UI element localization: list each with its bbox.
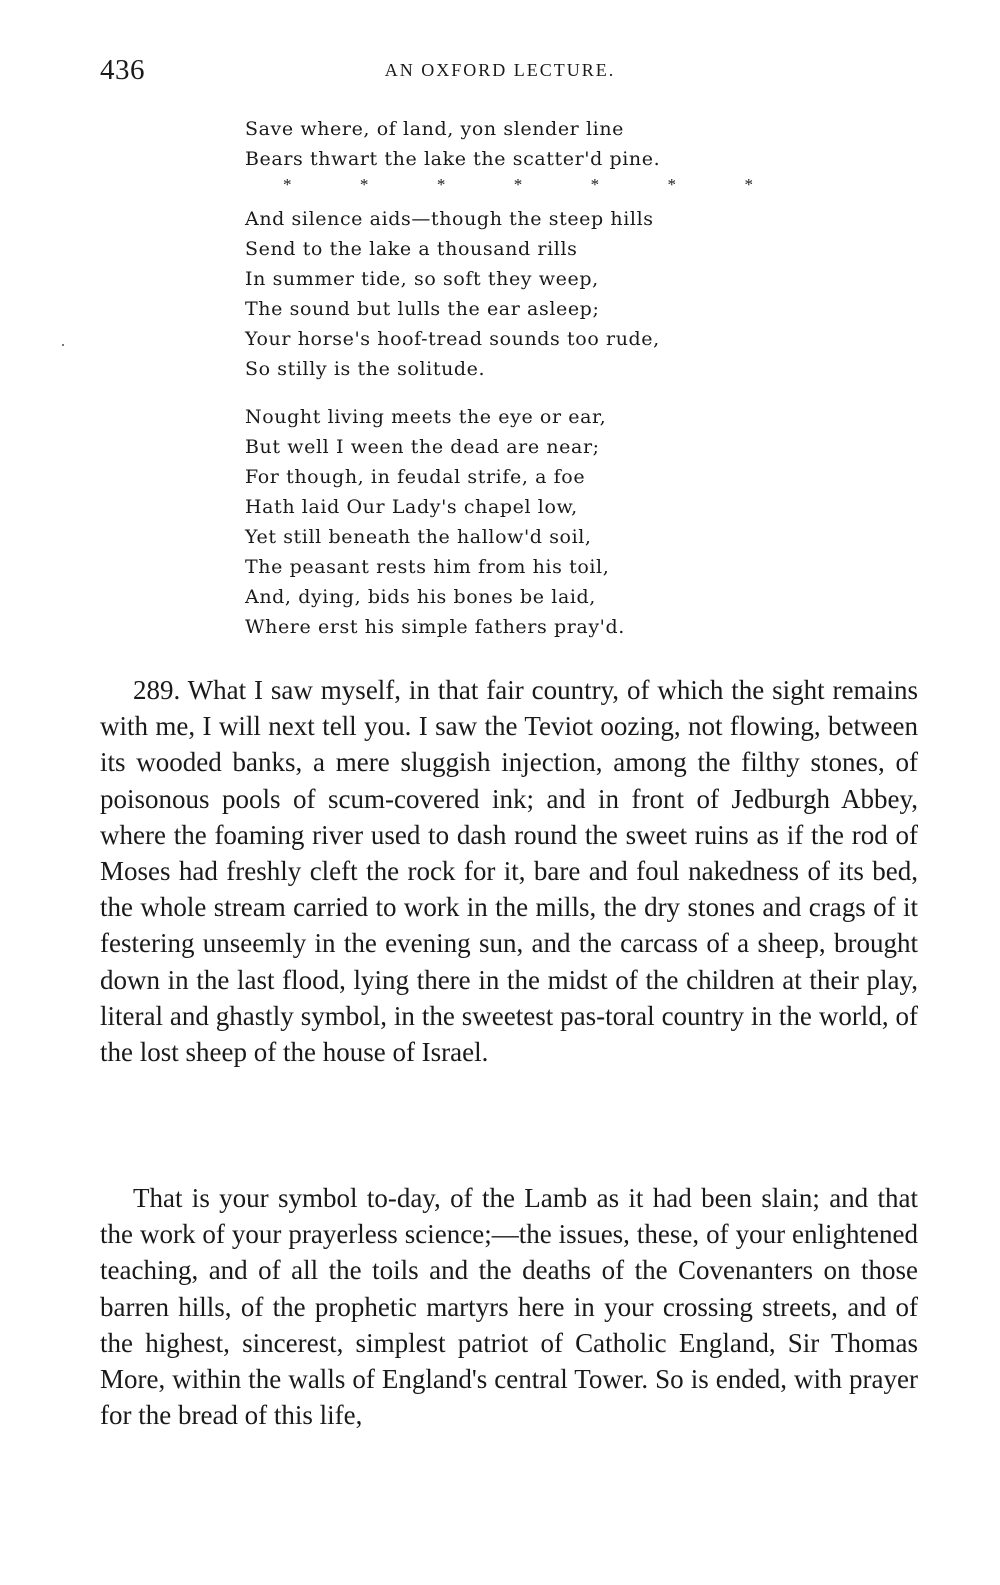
poem-line: And, dying, bids his bones be laid, — [245, 586, 596, 608]
poem-line: Where erst his simple fathers pray'd. — [245, 616, 625, 638]
poem-stanza-3 — [245, 402, 625, 642]
poem-line: For though, in feudal strife, a foe — [245, 466, 586, 488]
asterisk-ornament — [283, 175, 753, 195]
poem-line: Nought living meets the eye or ear, — [245, 406, 607, 428]
poem-stanza-2 — [245, 204, 660, 384]
poem-line: Send to the lake a thousand rills — [245, 238, 578, 260]
asterisk: * — [359, 175, 369, 194]
poem-line: So stilly is the solitude. — [245, 358, 486, 380]
poem-line: Save where, of land, yon slender line — [245, 118, 625, 140]
asterisk: * — [283, 175, 292, 194]
poem-line: In summer tide, so soft they weep, — [245, 268, 599, 290]
poem-line: Bears thwart the lake the scatter'd pine. — [245, 148, 661, 170]
poem-line: Your horse's hoof-tread sounds too rude, — [245, 328, 660, 350]
body-paragraph-symbol: That is your symbol to-day, of the Lamb as it had been slain; and that the work of your prayerless science;—the issues, these, of your enlightened teaching, and of all the toils and the deaths of the Covenanters on those barren hills, of the prophetic martyrs here in your crossing streets, and of the highest, sincerest, simplest patriot of Catholic England, Sir Thomas More, within the walls of England's central Tower. So is ended, with prayer for the bread of this life, — [100, 1183, 918, 1431]
asterisk: * — [590, 175, 600, 194]
poem-line: Yet still beneath the hallow'd soil, — [245, 526, 592, 548]
poem-line: The peasant rests him from his toil, — [245, 556, 610, 578]
asterisk: * — [667, 175, 677, 194]
poem-stanza-1 — [245, 114, 660, 174]
poem-line: But well I ween the dead are near; — [245, 436, 600, 458]
running-head: AN OXFORD LECTURE. — [384, 60, 616, 80]
asterisk: * — [513, 175, 523, 194]
poem-line: Hath laid Our Lady's chapel low, — [245, 496, 578, 518]
page-number: 436 — [100, 54, 145, 86]
asterisk: * — [744, 175, 753, 194]
body-paragraph-289: 289. What I saw myself, in that fair country, of which the sight remains with me, I will next tell you. I saw the Teviot oozing, not flowing, between its wooded banks, a mere sluggish injection, among the filthy stones, of poisonous pools of scum-covered ink; and in front of Jedburgh Abbey, where the foaming river used to dash round the sweet ruins as if the rod of Moses had freshly cleft the rock for it, bare and foul nakedness of its bed, the whole stream carried to work in the mills, the dry stones and crags of it festering unseemly in the evening sun, and the carcass of a sheep, brought down in the last flood, lying there in the midst of the children at their play, literal and ghastly symbol, in the sweetest pas-toral country in the world, of the lost sheep of the house of Israel. — [100, 675, 918, 1068]
poem-line: The sound but lulls the ear asleep; — [245, 298, 600, 320]
poem-line: And silence aids—though the steep hills — [245, 208, 654, 230]
asterisk: * — [436, 175, 446, 194]
margin-dot — [62, 344, 64, 346]
